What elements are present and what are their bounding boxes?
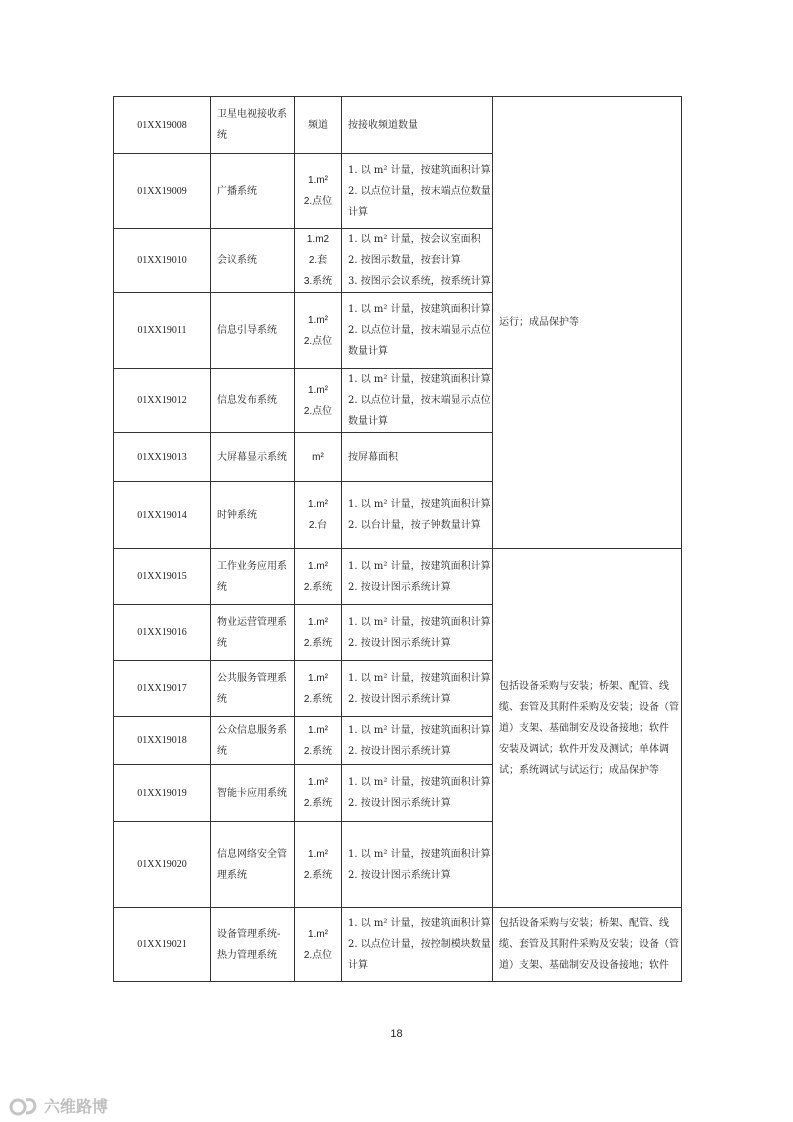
- item-code: 01XX19019: [114, 765, 211, 822]
- calculation-rule: [342, 605, 493, 661]
- cell-line: 2. 按图示数量，按套计算: [348, 255, 461, 266]
- cell-line: 理系统: [217, 869, 247, 881]
- calculation-rule: [342, 661, 493, 717]
- cell-line: 1.m²: [308, 499, 328, 510]
- cell-line: 2.系统: [303, 869, 333, 881]
- calculation-rule: [342, 822, 493, 908]
- cell-line: 3.系统: [303, 276, 333, 287]
- calculation-rule: [342, 97, 493, 154]
- cell-line: 1.m²: [308, 384, 328, 396]
- item-code: 01XX19010: [114, 229, 211, 293]
- item-code: 01XX19017: [114, 661, 211, 717]
- watermark-text: 六维路博: [44, 1097, 109, 1116]
- cell-line: 运行；成品保护等: [499, 317, 579, 328]
- cell-line: 1. 以 m² 计量，按建筑面积计算: [348, 672, 491, 684]
- cell-line: 2.系统: [303, 637, 333, 649]
- cell-line: 2.点位: [303, 949, 333, 961]
- item-name: [211, 908, 295, 982]
- item-name: [211, 369, 295, 433]
- item-name: [211, 229, 295, 293]
- cell-line: 包括设备采购与安装；桥架、配管、线: [499, 918, 669, 929]
- cell-line: 2.系统: [303, 693, 333, 705]
- item-code: 01XX19020: [114, 822, 211, 908]
- calculation-rule: [342, 229, 493, 293]
- cell-line: 2. 以点位计量，按末端显示点位: [348, 325, 491, 336]
- cell-line: 1. 以 m² 计量，按建筑面积计算: [348, 918, 491, 929]
- cell-line: 2. 以点位计量，按末端显示点位: [348, 395, 491, 406]
- six-degrees-logo-icon: [8, 1096, 38, 1116]
- cell-line: 信息发布系统: [217, 395, 277, 406]
- calculation-rule: [342, 549, 493, 605]
- calculation-rule: [342, 369, 493, 433]
- cell-line: 1.m²: [308, 724, 328, 736]
- item-code: 01XX19008: [114, 97, 211, 154]
- table-row: [114, 908, 682, 982]
- cell-line: 计算: [348, 206, 368, 218]
- cell-line: 道）支架、基础制安及设备接地；软件: [499, 722, 669, 734]
- unit-of-measure: [295, 908, 342, 982]
- cell-line: 统: [217, 581, 227, 593]
- unit-of-measure: [295, 661, 342, 717]
- item-name: [211, 717, 295, 765]
- cell-line: 2.点位: [303, 405, 333, 417]
- unit-of-measure: [295, 293, 342, 369]
- unit-of-measure: [295, 229, 342, 293]
- cell-line: 2. 以点位计量，按控制模块数量: [348, 939, 491, 950]
- cell-line: 1. 以 m² 计量，按建筑面积计算: [348, 724, 491, 736]
- cell-line: 1. 以 m² 计量，按建筑面积计算: [348, 374, 491, 385]
- cell-line: 2.台: [308, 520, 328, 531]
- cell-line: 频道: [308, 119, 328, 131]
- work-content: [493, 908, 682, 982]
- cell-line: 1. 以 m² 计量，按建筑面积计算: [348, 560, 491, 572]
- item-name: [211, 822, 295, 908]
- unit-of-measure: [295, 605, 342, 661]
- page-number: 18: [390, 1028, 403, 1040]
- cell-line: 按接收频道数量: [348, 119, 418, 131]
- item-name: [211, 154, 295, 229]
- item-name: [211, 765, 295, 822]
- cell-line: 广播系统: [217, 185, 257, 197]
- cell-line: 统: [217, 637, 227, 649]
- item-code: 01XX19013: [114, 433, 211, 482]
- specification-table: [113, 96, 682, 982]
- item-code: 01XX19015: [114, 549, 211, 605]
- calculation-rule: [342, 717, 493, 765]
- cell-line: 设备管理系统-: [217, 928, 281, 940]
- cell-line: 2. 按设计图示系统计算: [348, 869, 451, 881]
- cell-line: 时钟系统: [217, 509, 257, 521]
- cell-line: 统: [217, 130, 227, 141]
- calculation-rule: [342, 765, 493, 822]
- cell-line: 1.m2: [306, 234, 330, 245]
- cell-line: 计算: [348, 960, 368, 971]
- cell-line: 道）支架、基础制安及设备接地；软件: [499, 960, 669, 971]
- cell-line: 1. 以 m² 计量，按建筑面积计算: [348, 616, 491, 628]
- calculation-rule: [342, 154, 493, 229]
- cell-line: 2. 按设计图示系统计算: [348, 637, 451, 649]
- cell-line: 1.m²: [308, 848, 328, 860]
- item-code: 01XX19011: [114, 293, 211, 369]
- item-code: 01XX19018: [114, 717, 211, 765]
- cell-line: 2. 以台计量，按子钟数量计算: [348, 520, 481, 531]
- cell-line: 公众信息服务系: [217, 724, 287, 736]
- cell-line: 智能卡应用系统: [217, 787, 287, 799]
- item-name: [211, 482, 295, 549]
- cell-line: 1.m²: [308, 777, 328, 788]
- cell-line: 数量计算: [348, 346, 388, 357]
- cell-line: 2. 按设计图示系统计算: [348, 745, 451, 757]
- cell-line: 统: [217, 745, 227, 757]
- cell-line: 1.m²: [308, 928, 328, 940]
- cell-line: 公共服务管理系: [217, 672, 287, 684]
- item-name: [211, 549, 295, 605]
- cell-line: 包括设备采购与安装；桥架、配管、线: [499, 680, 669, 692]
- item-code: 01XX19012: [114, 369, 211, 433]
- cell-line: 1.m²: [308, 175, 328, 186]
- cell-line: 2.点位: [303, 196, 333, 207]
- cell-line: m²: [312, 451, 324, 463]
- cell-line: 按屏幕面积: [348, 451, 398, 463]
- cell-line: 2.点位: [303, 335, 333, 347]
- cell-line: 2. 按设计图示系统计算: [348, 798, 451, 809]
- cell-line: 会议系统: [217, 255, 257, 266]
- cell-line: 信息引导系统: [217, 325, 277, 336]
- item-name: [211, 97, 295, 154]
- work-content: [493, 97, 682, 549]
- cell-line: 工作业务应用系: [217, 560, 287, 572]
- cell-line: 统: [217, 693, 227, 705]
- unit-of-measure: [295, 482, 342, 549]
- cell-line: 2.系统: [303, 581, 333, 593]
- cell-line: 1.m²: [308, 616, 328, 628]
- table-row: [114, 549, 682, 605]
- unit-of-measure: [295, 97, 342, 154]
- cell-line: 2. 按设计图示系统计算: [348, 693, 451, 705]
- cell-line: 1. 以 m² 计量，按建筑面积计算: [348, 304, 491, 315]
- cell-line: 安装及调试；软件开发及测试；单体调: [499, 743, 669, 755]
- unit-of-measure: [295, 765, 342, 822]
- work-content: [493, 549, 682, 908]
- cell-line: 2.套: [308, 255, 328, 266]
- cell-line: 大屏幕显示系统: [217, 451, 287, 463]
- watermark: [8, 1094, 108, 1117]
- cell-line: 数量计算: [348, 416, 388, 427]
- unit-of-measure: [295, 433, 342, 482]
- specification-table-body: [114, 97, 682, 982]
- unit-of-measure: [295, 822, 342, 908]
- item-name: [211, 661, 295, 717]
- cell-line: 1. 以 m² 计量，按建筑面积计算: [348, 777, 491, 788]
- cell-line: 2.系统: [303, 745, 333, 757]
- cell-line: 1. 以 m² 计量，按建筑面积计算: [348, 848, 491, 860]
- item-name: [211, 293, 295, 369]
- table-row: [114, 97, 682, 154]
- cell-line: 2. 按设计图示系统计算: [348, 581, 451, 593]
- cell-line: 卫星电视接收系: [217, 109, 287, 120]
- unit-of-measure: [295, 154, 342, 229]
- cell-line: 1.m²: [308, 314, 328, 326]
- item-code: 01XX19016: [114, 605, 211, 661]
- item-name: [211, 433, 295, 482]
- cell-line: 物业运营管理系: [217, 616, 287, 628]
- item-code: 01XX19009: [114, 154, 211, 229]
- cell-line: 1.m²: [308, 672, 328, 684]
- item-name: [211, 605, 295, 661]
- cell-line: 试；系统调试与试运行；成品保护等: [499, 764, 659, 776]
- cell-line: 热力管理系统: [217, 949, 277, 961]
- cell-line: 1. 以 m² 计量，按建筑面积计算: [348, 499, 491, 510]
- item-code: 01XX19021: [114, 908, 211, 982]
- item-code: 01XX19014: [114, 482, 211, 549]
- cell-line: 2. 以点位计量，按末端点位数量: [348, 185, 491, 197]
- calculation-rule: [342, 908, 493, 982]
- cell-line: 1. 以 m² 计量，按会议室面积: [348, 234, 481, 245]
- cell-line: 1. 以 m² 计量，按建筑面积计算: [348, 164, 491, 176]
- cell-line: 缆、套管及其附件采购及安装；设备（管: [499, 939, 679, 950]
- unit-of-measure: [295, 549, 342, 605]
- cell-line: 信息网络安全管: [217, 848, 287, 860]
- cell-line: 1.m²: [308, 560, 328, 572]
- cell-line: 2.系统: [303, 798, 333, 809]
- calculation-rule: [342, 433, 493, 482]
- calculation-rule: [342, 293, 493, 369]
- unit-of-measure: [295, 369, 342, 433]
- unit-of-measure: [295, 717, 342, 765]
- cell-line: 缆、套管及其附件采购及安装；设备（管: [499, 701, 679, 713]
- cell-line: 3. 按图示会议系统，按系统计算: [348, 276, 491, 287]
- calculation-rule: [342, 482, 493, 549]
